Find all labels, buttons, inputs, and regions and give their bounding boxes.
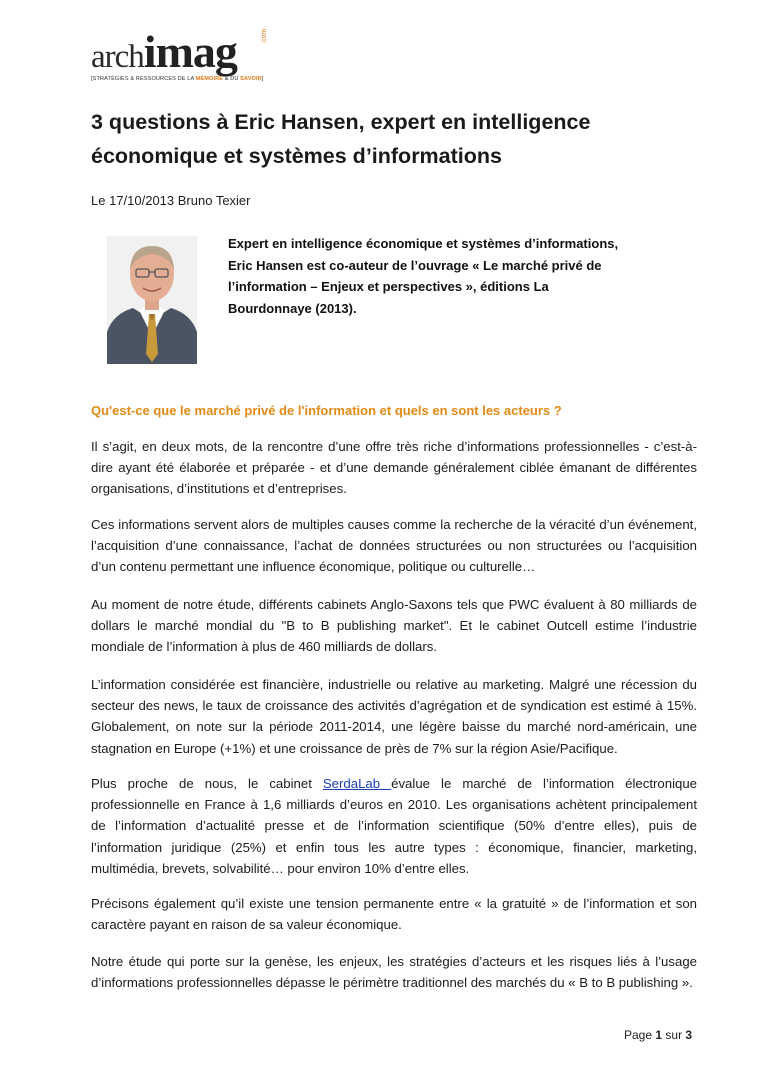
paragraph-2: Ces informations servent alors de multiples causes comme la recherche de la véracité d’un événement, l’acquisition d’une connaissance, l’achat de données structurées ou non structurées ou l’acquisition d’un contenu permettant une influence économique, politique ou culturelle…	[91, 517, 697, 575]
paragraph-4: L’information considérée est financière, industrielle ou relative au marketing. Malgré une récession du secteur des news, le taux de croissance des activités d’agrégation et de syndication est estimé à 15%. Globalement, on note sur la période 2011-2014, une légère baisse du marché nord-américain, une stagnation en Europe (+1%) et une croissance de près de 7% sur la région Asie/Pacifique.	[91, 677, 697, 756]
page-number	[624, 1028, 692, 1042]
paragraph-5	[91, 773, 697, 879]
author-portrait-image	[107, 236, 197, 364]
paragraph-1: Il s’agit, en deux mots, de la rencontre d’une offre très riche d’informations professionnelles - c’est-à-dire ayant été élaborée et préparée - et d’une demande généralement ciblée émanant de différentes organisations, d’institutions et d’entreprises.	[91, 439, 697, 497]
tagline-mid2: & DU	[223, 76, 241, 82]
paragraph-6: Précisons également qu’il existe une tension permanente entre « la gratuité » de l’information et son caractère payant en raison de sa valeur économique.	[91, 896, 697, 933]
article-title: 3 questions à Eric Hansen, expert en intelligence économique et systèmes d’informations	[91, 110, 591, 168]
page-sep: sur	[665, 1028, 683, 1042]
archimag-logo	[91, 26, 311, 86]
paragraph-5-start: Plus proche de nous, le cabinet	[91, 776, 323, 791]
question-heading: Qu'est-ce que le marché privé de l'information et quels en sont les acteurs ?	[91, 403, 562, 418]
tagline-memoire: MÉMOIRE	[195, 76, 224, 82]
article-byline: Le 17/10/2013 Bruno Texier	[91, 193, 251, 208]
logo-imag-text: imag	[143, 26, 237, 77]
logo-wordmark	[91, 26, 237, 77]
tagline-end: ]	[261, 76, 264, 82]
page-current: 1	[655, 1028, 663, 1042]
logo-arch-text: arch	[91, 39, 144, 75]
tagline-start: [STRATÉGIES & RESSOURCES	[91, 76, 178, 82]
paragraph-5-rest: évalue le marché de l’information électronique professionnelle en France à 1,6 milliards d’euros en 2010. Les organisations achètent principalement de l’information d’actualité presse et de l’information scientifique (50% d’entre elles), puis de l’information juridique (25%) et enfin tous les autre types : économique, financier, marketing, multimédia, brevets, solvabilité… pour environ 10% d’entre elles.	[91, 776, 697, 876]
paragraph-7: Notre étude qui porte sur la genèse, les enjeux, les stratégies d’acteurs et les risques liés à l’usage d’informations professionnelles dépasse le périmètre traditionnel des marchés du « B to B publishing ».	[91, 954, 697, 991]
page-prefix: Page	[624, 1028, 653, 1042]
logo-tagline	[91, 76, 263, 82]
portrait-illustration	[107, 236, 197, 364]
author-intro: Expert en intelligence économique et systèmes d’informations, Eric Hansen est co-auteur de l’ouvrage « Le marché privé de l’information – Enjeux et perspectives », éditions La Bourdonnaye (2013).	[228, 236, 619, 316]
tagline-savoir: SAVOIR	[240, 76, 262, 82]
logo-com-suffix: .com	[261, 28, 268, 44]
tagline-mid1: DE LA	[177, 76, 196, 82]
page-total: 3	[685, 1028, 693, 1042]
paragraph-3: Au moment de notre étude, différents cabinets Anglo-Saxons tels que PWC évaluent à 80 milliards de dollars le marché mondial du "B to B publishing market". Et le cabinet Outcell estime l’industrie mondiale de l’information à plus de 460 milliards de dollars.	[91, 597, 697, 655]
serdalab-link[interactable]: SerdaLab	[322, 776, 392, 791]
